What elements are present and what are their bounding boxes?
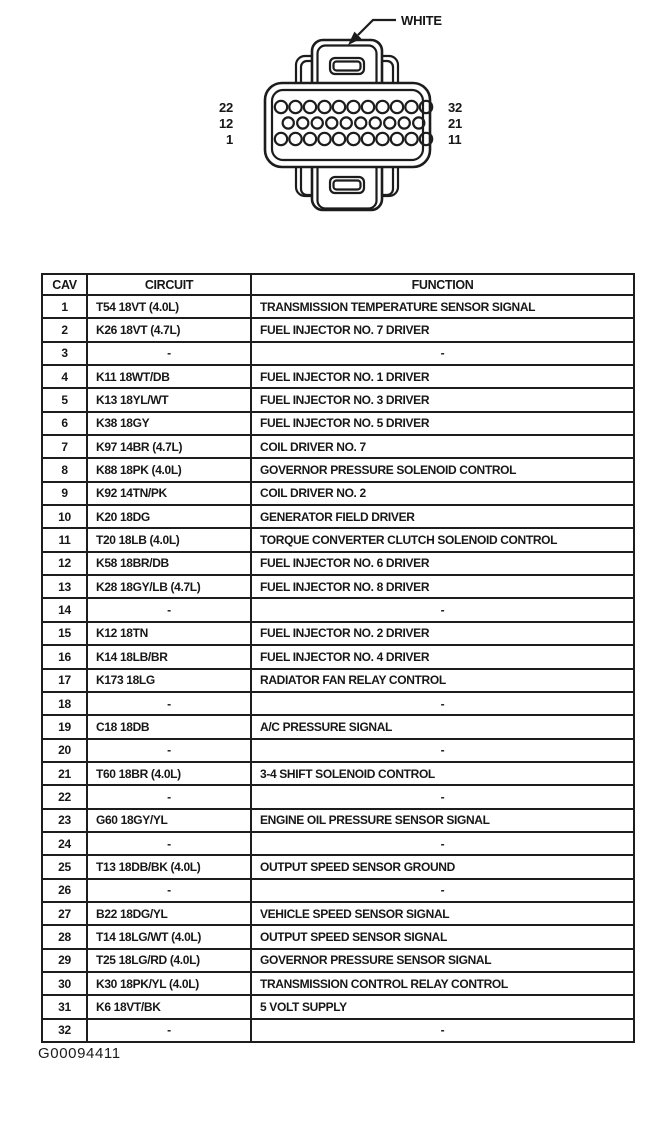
table-row xyxy=(42,598,634,621)
cell-function: GENERATOR FIELD DRIVER xyxy=(251,505,634,528)
table-row xyxy=(42,622,634,645)
cell-function: - xyxy=(251,598,634,621)
cell-cav: 30 xyxy=(42,972,87,995)
table-row xyxy=(42,879,634,902)
cell-function: FUEL INJECTOR NO. 5 DRIVER xyxy=(251,412,634,435)
cell-cav: 5 xyxy=(42,388,87,411)
cell-cav: 17 xyxy=(42,669,87,692)
pinout-table-body xyxy=(42,295,634,1042)
cell-cav: 26 xyxy=(42,879,87,902)
cell-cav: 27 xyxy=(42,902,87,925)
table-row xyxy=(42,435,634,458)
table-row xyxy=(42,318,634,341)
header-circuit: CIRCUIT xyxy=(87,274,251,295)
cell-cav: 15 xyxy=(42,622,87,645)
table-header-row xyxy=(42,274,634,295)
pin-number-right-bot: 11 xyxy=(448,132,462,147)
table-row xyxy=(42,925,634,948)
table-row xyxy=(42,575,634,598)
cell-cav: 3 xyxy=(42,342,87,365)
cell-circuit: T14 18LG/WT (4.0L) xyxy=(87,925,251,948)
cell-circuit: K58 18BR/DB xyxy=(87,552,251,575)
cell-cav: 21 xyxy=(42,762,87,785)
table-row xyxy=(42,365,634,388)
cell-function: TRANSMISSION TEMPERATURE SENSOR SIGNAL xyxy=(251,295,634,318)
cell-circuit: G60 18GY/YL xyxy=(87,809,251,832)
cell-function: A/C PRESSURE SIGNAL xyxy=(251,715,634,738)
table-row xyxy=(42,809,634,832)
cell-circuit: K14 18LB/BR xyxy=(87,645,251,668)
table-row xyxy=(42,972,634,995)
cell-cav: 24 xyxy=(42,832,87,855)
cell-function: GOVERNOR PRESSURE SOLENOID CONTROL xyxy=(251,458,634,481)
cell-cav: 10 xyxy=(42,505,87,528)
table-row xyxy=(42,669,634,692)
pinout-table xyxy=(41,273,635,1043)
connector-body xyxy=(265,83,430,167)
cell-circuit: B22 18DG/YL xyxy=(87,902,251,925)
cell-circuit: - xyxy=(87,739,251,762)
cell-function: 5 VOLT SUPPLY xyxy=(251,995,634,1018)
cell-function: - xyxy=(251,342,634,365)
cell-cav: 8 xyxy=(42,458,87,481)
cell-function: - xyxy=(251,692,634,715)
cell-cav: 25 xyxy=(42,855,87,878)
cell-cav: 7 xyxy=(42,435,87,458)
cell-circuit: T25 18LG/RD (4.0L) xyxy=(87,949,251,972)
cell-circuit: - xyxy=(87,342,251,365)
table-row xyxy=(42,645,634,668)
cell-circuit: T13 18DB/BK (4.0L) xyxy=(87,855,251,878)
cell-cav: 32 xyxy=(42,1019,87,1042)
cell-function: FUEL INJECTOR NO. 1 DRIVER xyxy=(251,365,634,388)
cell-cav: 28 xyxy=(42,925,87,948)
cell-circuit: K88 18PK (4.0L) xyxy=(87,458,251,481)
pin-number-left-top: 22 xyxy=(218,100,233,115)
cell-circuit: K13 18YL/WT xyxy=(87,388,251,411)
cell-circuit: K38 18GY xyxy=(87,412,251,435)
cell-circuit: K20 18DG xyxy=(87,505,251,528)
table-row xyxy=(42,458,634,481)
table-row xyxy=(42,692,634,715)
cell-circuit: K173 18LG xyxy=(87,669,251,692)
table-row xyxy=(42,1019,634,1042)
table-row xyxy=(42,902,634,925)
cell-circuit: - xyxy=(87,598,251,621)
cell-cav: 9 xyxy=(42,482,87,505)
header-function: FUNCTION xyxy=(251,274,634,295)
cell-function: - xyxy=(251,739,634,762)
cell-function: ENGINE OIL PRESSURE SENSOR SIGNAL xyxy=(251,809,634,832)
table-row xyxy=(42,949,634,972)
cell-function: - xyxy=(251,879,634,902)
header-cav: CAV xyxy=(42,274,87,295)
table-row xyxy=(42,715,634,738)
cell-function: FUEL INJECTOR NO. 6 DRIVER xyxy=(251,552,634,575)
cell-circuit: K6 18VT/BK xyxy=(87,995,251,1018)
cell-cav: 1 xyxy=(42,295,87,318)
cell-cav: 13 xyxy=(42,575,87,598)
cell-function: - xyxy=(251,1019,634,1042)
cell-cav: 2 xyxy=(42,318,87,341)
cell-function: FUEL INJECTOR NO. 7 DRIVER xyxy=(251,318,634,341)
cell-function: FUEL INJECTOR NO. 2 DRIVER xyxy=(251,622,634,645)
cell-function: OUTPUT SPEED SENSOR GROUND xyxy=(251,855,634,878)
cell-function: OUTPUT SPEED SENSOR SIGNAL xyxy=(251,925,634,948)
cell-circuit: - xyxy=(87,1019,251,1042)
table-row xyxy=(42,505,634,528)
cell-cav: 20 xyxy=(42,739,87,762)
cell-function: - xyxy=(251,832,634,855)
cell-cav: 19 xyxy=(42,715,87,738)
cell-circuit: K30 18PK/YL (4.0L) xyxy=(87,972,251,995)
figure-code: G00094411 xyxy=(38,1045,121,1062)
cell-circuit: K12 18TN xyxy=(87,622,251,645)
pin-number-right-top: 32 xyxy=(448,100,463,115)
pin-number-right-mid: 21 xyxy=(448,116,463,131)
cell-circuit: T54 18VT (4.0L) xyxy=(87,295,251,318)
cell-circuit: K11 18WT/DB xyxy=(87,365,251,388)
table-row xyxy=(42,855,634,878)
cell-function: - xyxy=(251,785,634,808)
cell-cav: 12 xyxy=(42,552,87,575)
cell-cav: 4 xyxy=(42,365,87,388)
table-row xyxy=(42,528,634,551)
cell-circuit: T20 18LB (4.0L) xyxy=(87,528,251,551)
table-row xyxy=(42,412,634,435)
connector-diagram xyxy=(0,0,671,220)
table-row xyxy=(42,762,634,785)
table-row xyxy=(42,482,634,505)
table-row xyxy=(42,295,634,318)
cell-function: TRANSMISSION CONTROL RELAY CONTROL xyxy=(251,972,634,995)
table-row xyxy=(42,785,634,808)
connector-color-label: WHITE xyxy=(401,13,442,28)
cell-function: FUEL INJECTOR NO. 4 DRIVER xyxy=(251,645,634,668)
table-row xyxy=(42,739,634,762)
cell-cav: 6 xyxy=(42,412,87,435)
cell-function: FUEL INJECTOR NO. 3 DRIVER xyxy=(251,388,634,411)
cell-function: RADIATOR FAN RELAY CONTROL xyxy=(251,669,634,692)
cell-function: COIL DRIVER NO. 2 xyxy=(251,482,634,505)
table-row xyxy=(42,552,634,575)
pinout-table-wrapper xyxy=(41,273,633,1043)
cell-cav: 29 xyxy=(42,949,87,972)
cell-circuit: - xyxy=(87,832,251,855)
cell-circuit: K26 18VT (4.7L) xyxy=(87,318,251,341)
cell-circuit: - xyxy=(87,785,251,808)
pin-number-left-mid: 12 xyxy=(218,116,233,131)
cell-function: VEHICLE SPEED SENSOR SIGNAL xyxy=(251,902,634,925)
table-row xyxy=(42,995,634,1018)
cell-cav: 11 xyxy=(42,528,87,551)
cell-function: FUEL INJECTOR NO. 8 DRIVER xyxy=(251,575,634,598)
cell-circuit: C18 18DB xyxy=(87,715,251,738)
cell-circuit: - xyxy=(87,879,251,902)
table-row xyxy=(42,388,634,411)
cell-cav: 14 xyxy=(42,598,87,621)
cell-function: TORQUE CONVERTER CLUTCH SOLENOID CONTROL xyxy=(251,528,634,551)
cell-function: COIL DRIVER NO. 7 xyxy=(251,435,634,458)
pin-number-left-bot: 1 xyxy=(225,132,233,147)
cell-circuit: K92 14TN/PK xyxy=(87,482,251,505)
cell-cav: 22 xyxy=(42,785,87,808)
cell-circuit: K97 14BR (4.7L) xyxy=(87,435,251,458)
cell-function: 3-4 SHIFT SOLENOID CONTROL xyxy=(251,762,634,785)
cell-circuit: K28 18GY/LB (4.7L) xyxy=(87,575,251,598)
cell-cav: 23 xyxy=(42,809,87,832)
cell-circuit: - xyxy=(87,692,251,715)
cell-cav: 31 xyxy=(42,995,87,1018)
cell-cav: 16 xyxy=(42,645,87,668)
table-row xyxy=(42,832,634,855)
cell-cav: 18 xyxy=(42,692,87,715)
table-row xyxy=(42,342,634,365)
cell-function: GOVERNOR PRESSURE SENSOR SIGNAL xyxy=(251,949,634,972)
cell-circuit: T60 18BR (4.0L) xyxy=(87,762,251,785)
